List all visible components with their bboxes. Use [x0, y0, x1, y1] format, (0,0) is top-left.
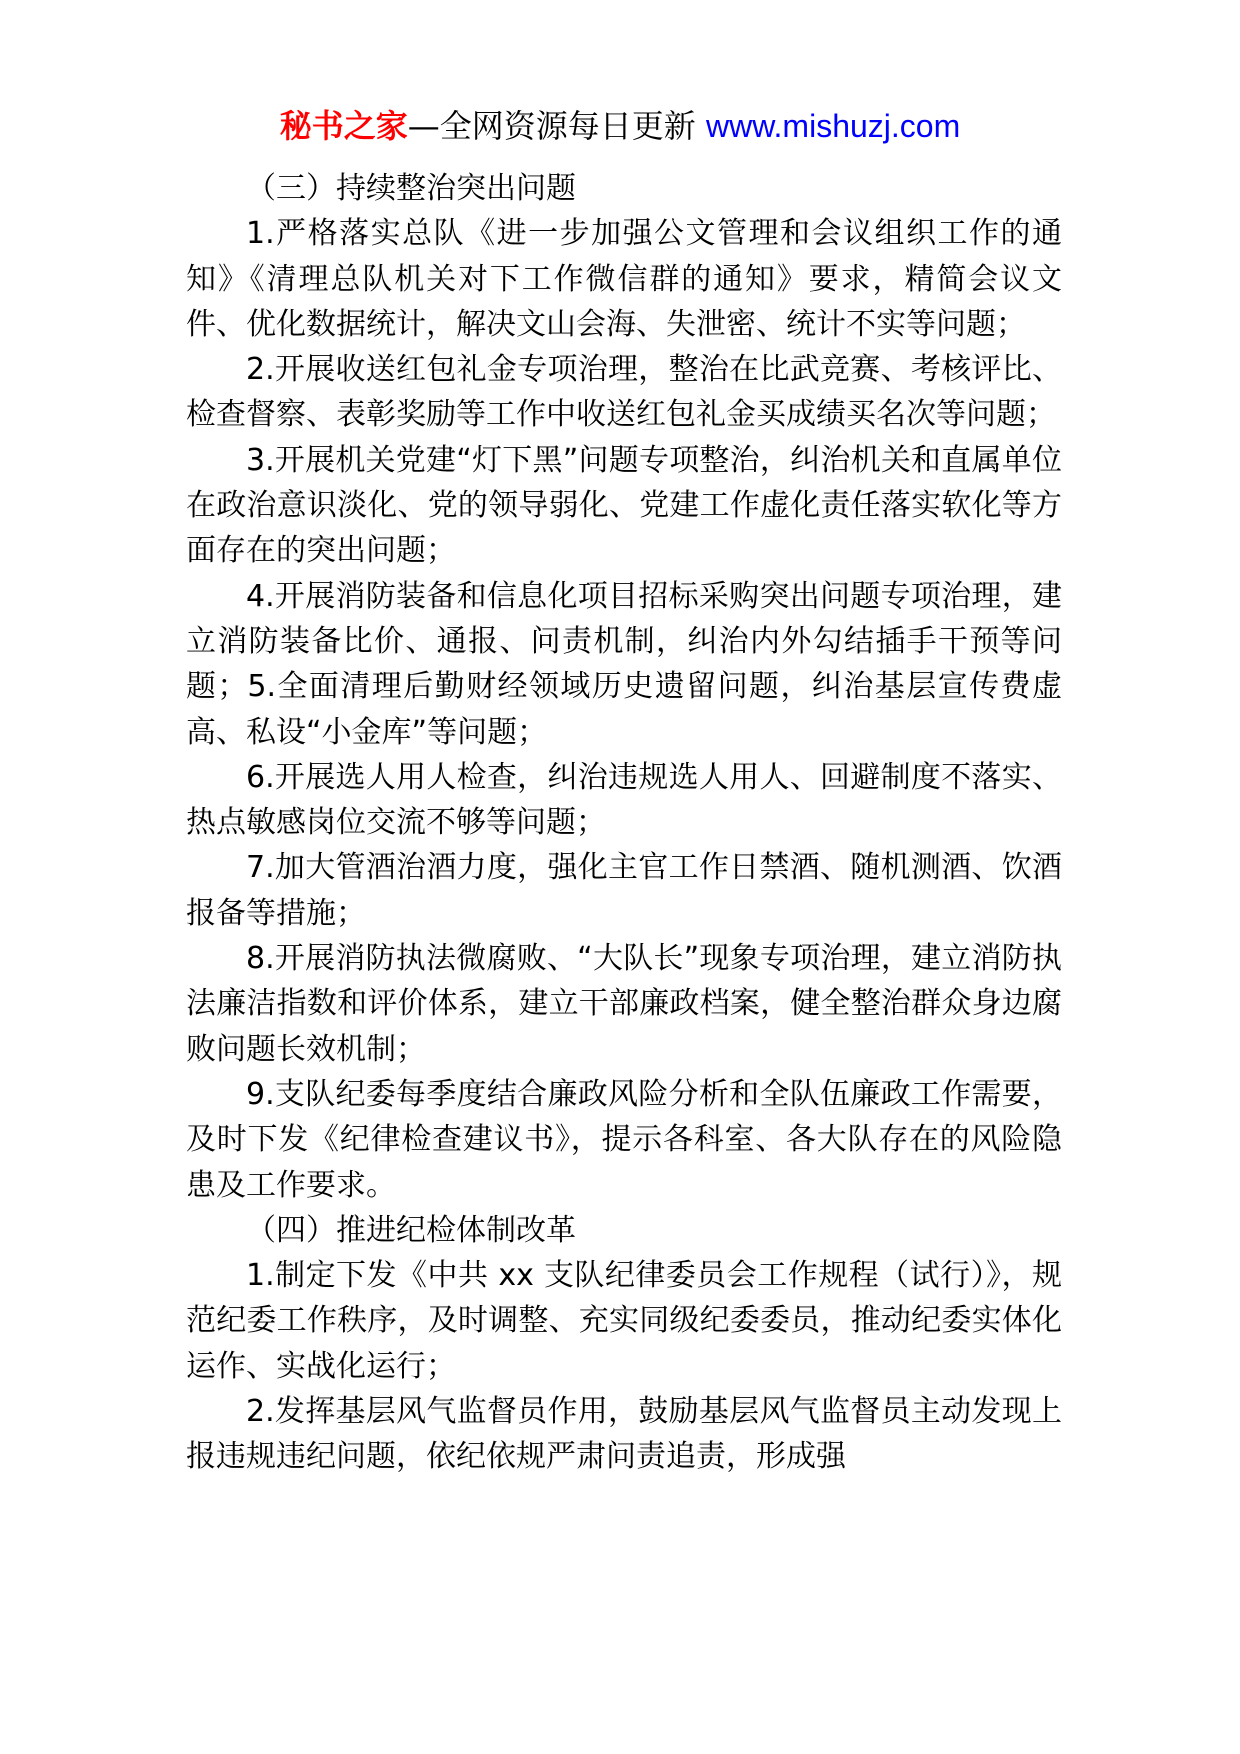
list-item: 1.制定下发《中共 xx 支队纪律委员会工作规程（试行）》，规范纪委工作秩序，及时调整、充实同级纪委委员，推动纪委实体化运作、实战化运行；: [186, 1258, 1062, 1384]
site-brand: 秘书之家: [279, 107, 408, 145]
site-tagline: —全网资源每日更新: [407, 107, 696, 145]
list-item: 2.开展收送红包礼金专项治理，整治在比武竞赛、考核评比、检查督察、表彰奖励等工作中收送红包礼金买成绩买名次等问题；: [186, 352, 1062, 433]
site-url-link[interactable]: www.mishuzj.com: [705, 108, 961, 144]
document-body: [186, 166, 1062, 1480]
list-item: 4.开展消防装备和信息化项目招标采购突出问题专项治理，建立消防装备比价、通报、问责机制，纠治内外勾结插手干预等问题；5.全面清理后勤财经领域历史遗留问题，纠治基层宣传费虚高、私设“小金库”等问题；: [186, 578, 1062, 750]
list-item: 8.开展消防执法微腐败、“大队长”现象专项治理，建立消防执法廉洁指数和评价体系，建立干部廉政档案，健全整治群众身边腐败问题长效机制；: [186, 941, 1062, 1067]
list-item: 6.开展选人用人检查，纠治违规选人用人、回避制度不落实、热点敏感岗位交流不够等问题；: [186, 759, 1062, 841]
site-header: [0, 104, 1240, 148]
list-item: 1.严格落实总队《进一步加强公文管理和会议组织工作的通知》《清理总队机关对下工作微信群的通知》要求，精简会议文件、优化数据统计，解决文山会海、失泄密、统计不实等问题；: [186, 216, 1062, 342]
list-item: 7.加大管酒治酒力度，强化主官工作日禁酒、随机测酒、饮酒报备等措施；: [186, 850, 1062, 931]
section-heading-4: （四）推进纪检体制改革: [246, 1212, 576, 1248]
list-item: 3.开展机关党建“灯下黑”问题专项整治，纠治机关和直属单位在政治意识淡化、党的领导弱化、党建工作虚化责任落实软化等方面存在的突出问题；: [186, 442, 1062, 569]
list-item: 2.发挥基层风气监督员作用，鼓励基层风气监督员主动发现上报违规违纪问题，依纪依规严肃问责追责，形成强: [186, 1394, 1062, 1475]
section-heading-3: （三）持续整治突出问题: [246, 171, 576, 206]
list-item: 9.支队纪委每季度结合廉政风险分析和全队伍廉政工作需要，及时下发《纪律检查建议书》，提示各科室、各大队存在的风险隐患及工作要求。: [186, 1076, 1062, 1203]
